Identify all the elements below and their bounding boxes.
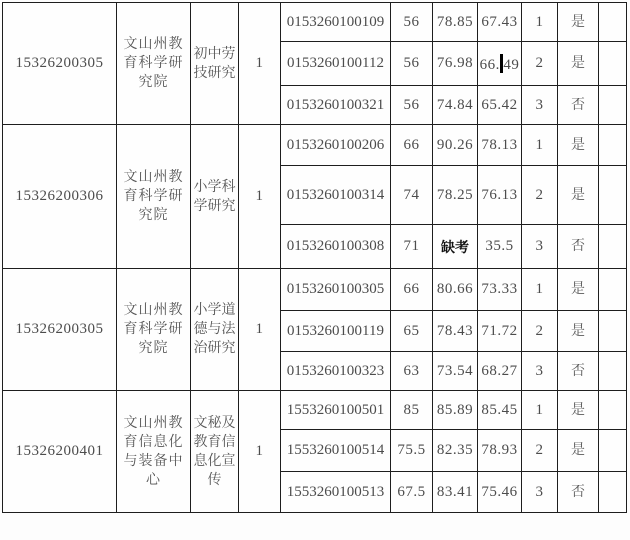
candidate-id-cell: 0153260100314 bbox=[281, 166, 391, 225]
note-cell bbox=[599, 391, 627, 430]
score-2-cell: 82.35 bbox=[433, 430, 478, 472]
score-3-cell: 78.13 bbox=[478, 125, 522, 166]
post-code-cell: 15326200401 bbox=[3, 391, 117, 513]
qualified-cell: 是 bbox=[558, 166, 599, 225]
note-cell bbox=[599, 166, 627, 225]
qualified-cell: 否 bbox=[558, 225, 599, 269]
qualified-cell: 是 bbox=[558, 391, 599, 430]
note-cell bbox=[599, 86, 627, 125]
score-2-cell: 73.54 bbox=[433, 352, 478, 391]
note-cell bbox=[599, 42, 627, 86]
rank-cell: 2 bbox=[522, 311, 558, 352]
score-1-cell: 74 bbox=[391, 166, 433, 225]
qualified-cell: 是 bbox=[558, 42, 599, 86]
note-cell bbox=[599, 225, 627, 269]
score-1-cell: 56 bbox=[391, 42, 433, 86]
score-1-cell: 56 bbox=[391, 3, 433, 42]
quota-cell: 1 bbox=[239, 125, 281, 269]
score-1-cell: 75.5 bbox=[391, 430, 433, 472]
note-cell bbox=[599, 3, 627, 42]
table-row bbox=[3, 3, 627, 42]
position-cell: 小学科学研究 bbox=[191, 125, 239, 269]
score-1-cell: 65 bbox=[391, 311, 433, 352]
candidate-id-cell: 0153260100321 bbox=[281, 86, 391, 125]
score-2-cell: 78.25 bbox=[433, 166, 478, 225]
candidate-id-cell: 0153260100308 bbox=[281, 225, 391, 269]
note-cell bbox=[599, 472, 627, 513]
rank-cell: 3 bbox=[522, 225, 558, 269]
note-cell bbox=[599, 125, 627, 166]
score-1-cell: 71 bbox=[391, 225, 433, 269]
rank-cell: 3 bbox=[522, 352, 558, 391]
rank-cell: 1 bbox=[522, 391, 558, 430]
qualified-cell: 否 bbox=[558, 472, 599, 513]
candidate-id-cell: 0153260100112 bbox=[281, 42, 391, 86]
score-3-cell: 76.13 bbox=[478, 166, 522, 225]
score-1-cell: 66 bbox=[391, 125, 433, 166]
rank-cell: 1 bbox=[522, 269, 558, 311]
score-3-cell: 65.42 bbox=[478, 86, 522, 125]
candidate-id-cell: 1553260100514 bbox=[281, 430, 391, 472]
score-3-cell: 71.72 bbox=[478, 311, 522, 352]
note-cell bbox=[599, 311, 627, 352]
candidate-id-cell: 0153260100119 bbox=[281, 311, 391, 352]
rank-cell: 2 bbox=[522, 430, 558, 472]
post-code-cell: 15326200305 bbox=[3, 269, 117, 391]
score-2-cell: 90.26 bbox=[433, 125, 478, 166]
score-3-cell: 67.43 bbox=[478, 3, 522, 42]
post-code-cell: 15326200306 bbox=[3, 125, 117, 269]
score-2-cell: 78.85 bbox=[433, 3, 478, 42]
score-2-cell: 80.66 bbox=[433, 269, 478, 311]
position-cell: 初中劳技研究 bbox=[191, 3, 239, 125]
score-2-cell: 83.41 bbox=[433, 472, 478, 513]
qualified-cell: 是 bbox=[558, 3, 599, 42]
quota-cell: 1 bbox=[239, 3, 281, 125]
score-3-cell: 73.33 bbox=[478, 269, 522, 311]
qualified-cell: 是 bbox=[558, 125, 599, 166]
position-cell: 小学道德与法治研究 bbox=[191, 269, 239, 391]
score-2-cell-missing-exam: 缺考 bbox=[433, 225, 478, 269]
note-cell bbox=[599, 352, 627, 391]
candidate-id-cell: 0153260100305 bbox=[281, 269, 391, 311]
organization-cell: 文山州教育科学研究院 bbox=[117, 125, 191, 269]
score-2-cell: 85.89 bbox=[433, 391, 478, 430]
table-row bbox=[3, 125, 627, 166]
note-cell bbox=[599, 269, 627, 311]
score-2-cell: 74.84 bbox=[433, 86, 478, 125]
score-3-text-right: 49 bbox=[503, 56, 520, 73]
score-3-text-left: 66. bbox=[479, 56, 500, 73]
score-3-cell: 35.5 bbox=[478, 225, 522, 269]
score-1-cell: 66 bbox=[391, 269, 433, 311]
rank-cell: 2 bbox=[522, 42, 558, 86]
rank-cell: 1 bbox=[522, 3, 558, 42]
quota-cell: 1 bbox=[239, 391, 281, 513]
candidate-id-cell: 0153260100206 bbox=[281, 125, 391, 166]
score-3-cell: 78.93 bbox=[478, 430, 522, 472]
score-3-cell: 75.46 bbox=[478, 472, 522, 513]
organization-cell: 文山州教育科学研究院 bbox=[117, 3, 191, 125]
qualified-cell: 否 bbox=[558, 86, 599, 125]
note-cell bbox=[599, 430, 627, 472]
score-2-cell: 78.43 bbox=[433, 311, 478, 352]
score-3-cell: 68.27 bbox=[478, 352, 522, 391]
table-row bbox=[3, 269, 627, 311]
candidate-id-cell: 1553260100513 bbox=[281, 472, 391, 513]
qualified-cell: 是 bbox=[558, 311, 599, 352]
table-row bbox=[3, 391, 627, 430]
candidate-id-cell: 0153260100323 bbox=[281, 352, 391, 391]
organization-cell: 文山州教育信息化与装备中心 bbox=[117, 391, 191, 513]
score-3-cell: 85.45 bbox=[478, 391, 522, 430]
score-1-cell: 56 bbox=[391, 86, 433, 125]
score-1-cell: 85 bbox=[391, 391, 433, 430]
score-2-cell: 76.98 bbox=[433, 42, 478, 86]
rank-cell: 1 bbox=[522, 125, 558, 166]
qualified-cell: 是 bbox=[558, 269, 599, 311]
score-1-cell: 63 bbox=[391, 352, 433, 391]
quota-cell: 1 bbox=[239, 269, 281, 391]
organization-cell: 文山州教育科学研究院 bbox=[117, 269, 191, 391]
candidate-id-cell: 1553260100501 bbox=[281, 391, 391, 430]
candidate-id-cell: 0153260100109 bbox=[281, 3, 391, 42]
score-1-cell: 67.5 bbox=[391, 472, 433, 513]
results-table bbox=[2, 2, 627, 513]
qualified-cell: 是 bbox=[558, 430, 599, 472]
post-code-cell: 15326200305 bbox=[3, 3, 117, 125]
position-cell: 文秘及教育信息化宣传 bbox=[191, 391, 239, 513]
rank-cell: 3 bbox=[522, 86, 558, 125]
qualified-cell: 否 bbox=[558, 352, 599, 391]
rank-cell: 2 bbox=[522, 166, 558, 225]
rank-cell: 3 bbox=[522, 472, 558, 513]
score-3-cell-editing[interactable] bbox=[478, 42, 522, 86]
